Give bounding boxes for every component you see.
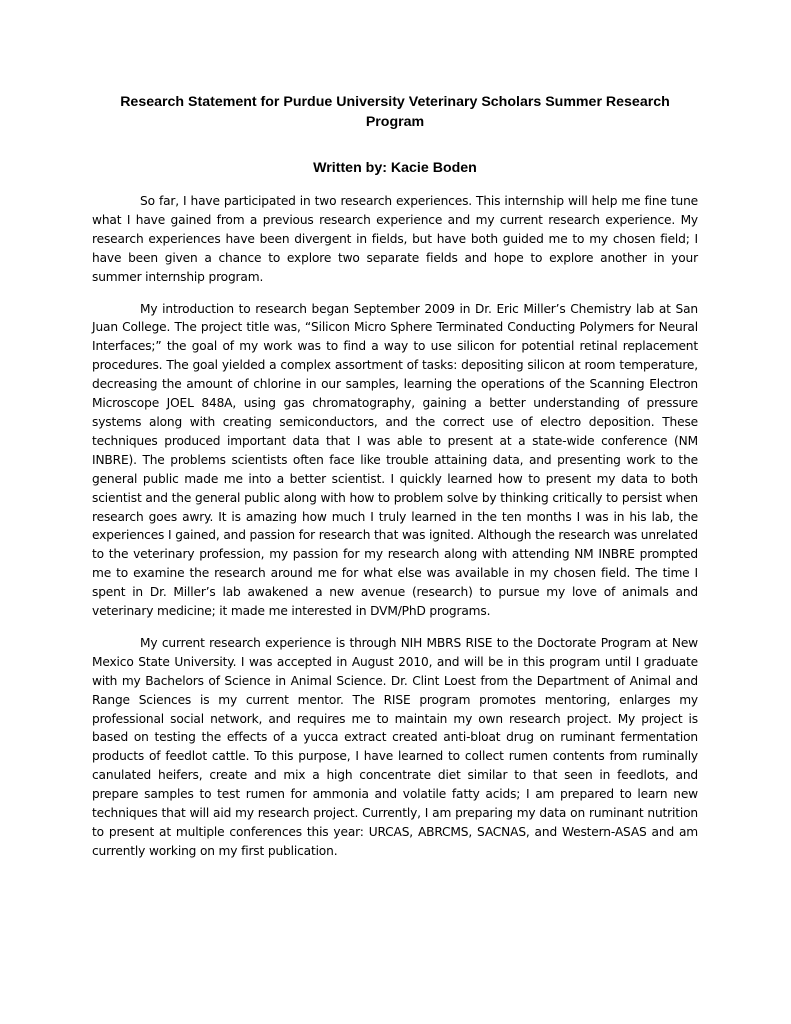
author-byline: Written by: Kacie Boden (313, 160, 477, 176)
document-page (92, 92, 698, 874)
document-title: Research Statement for Purdue University Veterinary Scholars Summer Research Program (120, 94, 670, 130)
paragraph-intro: So far, I have participated in two research experiences. This internship will help me fine tune what I have gained from a previous research experience and my current research experience. My research experiences have been divergent in fields, but have both guided me to my chosen field; I have been given a chance to explore two separate fields and hope to explore another in your summer internship program. (92, 194, 698, 284)
paragraph-first-research: My introduction to research began September 2009 in Dr. Eric Miller’s Chemistry lab at San Juan College. The project title was, “Silicon Micro Sphere Terminated Conducting Polymers for Neural Interfaces;” the goal of my work was to find a way to use silicon for potential retinal replacement procedures. The goal yielded a complex assortment of tasks: depositing silicon at room temperature, decreasing the amount of chlorine in our samples, learning the operations of the Scanning Electron Microscope JOEL 848A, using gas chromatography, gaining a better understanding of pressure systems along with creating semiconductors, and the correct use of electro deposition. These techniques produced important data that I was able to present at a state-wide conference (NM INBRE). The problems scientists often face like trouble attaining data, and presenting work to the general public made me into a better scientist. I quickly learned how to present my data to both scientist and the general public along with how to problem solve by thinking critically to persist when research goes awry. It is amazing how much I truly learned in the ten months I was in his lab, the experiences I gained, and passion for research that was ignited. Although the research was unrelated to the veterinary profession, my passion for my research along with attending NM INBRE prompted me to examine the research around me for what else was available in my chosen field. The time I spent in Dr. Miller’s lab awakened a new avenue (research) to pursue my love of animals and veterinary medicine; it made me interested in DVM/PhD programs. (92, 301, 698, 619)
paragraph-current-research: My current research experience is through NIH MBRS RISE to the Doctorate Program at New Mexico State University. I was accepted in August 2010, and will be in this program until I graduate with my Bachelors of Science in Animal Science. Dr. Clint Loest from the Department of Animal and Range Sciences is my current mentor. The RISE program promotes mentoring, enlarges my professional social network, and requires me to maintain my own research project. My project is based on testing the effects of a yucca extract created anti-bloat drug on ruminant fermentation products of feedlot cattle. To this purpose, I have learned to collect rumen contents from ruminally canulated heifers, create and mix a high concentrate diet similar to that seen in feedlots, and prepare samples to test rumen for ammonia and volatile fatty acids; I am prepared to learn new techniques that will aid my research project. Currently, I am preparing my data on ruminant nutrition to present at multiple conferences this year: URCAS, ABRCMS, SACNAS, and Western-ASAS and am currently working on my first publication. (92, 635, 698, 858)
